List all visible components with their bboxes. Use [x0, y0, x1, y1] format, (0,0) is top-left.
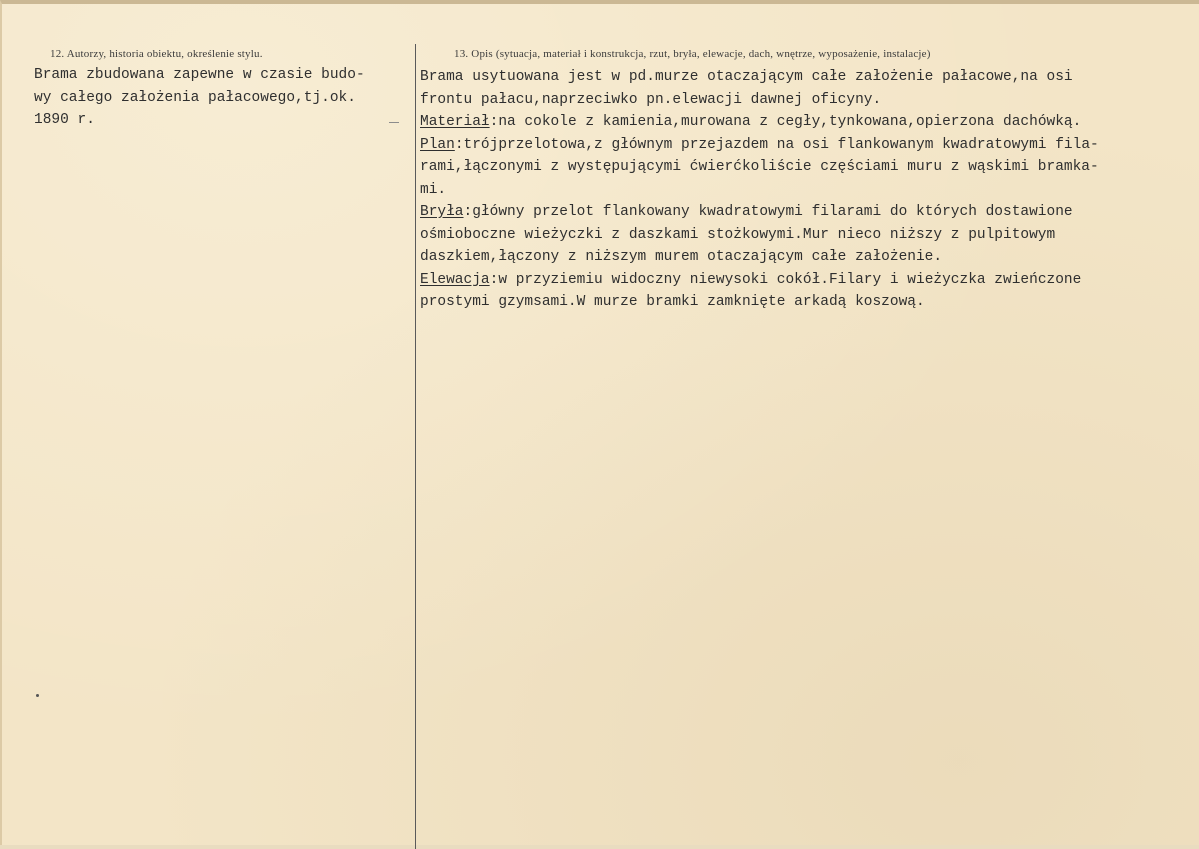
plan-line: [420, 134, 1099, 157]
section-12-heading: 12. Autorzy, historia obiektu, określenie stylu.: [50, 48, 263, 60]
description-line: Brama usytuowana jest w pd.murze otaczającym całe założenie pałacowe,na osi: [420, 69, 1073, 85]
description-line: frontu pałacu,naprzeciwko pn.elewacji dawnej oficyny.: [420, 91, 882, 108]
bryla-continuation: ośmioboczne wieżyczki z daszkami stożkowymi.Mur nieco niższy z pulpitowym: [420, 226, 1056, 243]
history-text: [34, 64, 365, 132]
plan-text: :trójprzelotowa,z głównym przejazdem na osi flankowanym kwadratowymi fila-: [454, 136, 1099, 153]
plan-label: Plan: [420, 136, 455, 153]
material-line: [420, 111, 1099, 134]
history-line: 1890 r.: [34, 112, 95, 128]
bryla-text: :główny przelot flankowany kwadratowymi filarami do których dostawione: [463, 204, 1073, 220]
plan-continuation: rami,łączonymi z występującymi ćwierćkoliście częściami muru z wąskimi bramka-: [420, 159, 1099, 175]
description-text: [420, 66, 1099, 314]
elewacja-text: :w przyziemiu widoczny niewysoki cokół.Filary i wieżyczka zwieńczone: [489, 271, 1082, 288]
material-text: :na cokole z kamienia,murowana z cegły,tynkowana,opierzona dachówką.: [489, 114, 1082, 130]
section-13-heading: 13. Opis (sytuacja, materiał i konstrukcja, rzut, bryła, elewacje, dach, wnętrze, wyposażenie, instalacje): [454, 48, 931, 60]
column-divider: [415, 44, 416, 849]
margin-mark: [389, 122, 399, 123]
elewacja-label: Elewacja: [420, 271, 490, 288]
elewacja-line: [420, 269, 1099, 292]
bryla-continuation: daszkiem,łączony z niższym murem otaczającym całe założenie.: [420, 249, 943, 265]
history-line: Brama zbudowana zapewne w czasie budo-: [34, 67, 365, 83]
material-label: Materiał: [420, 114, 490, 130]
elewacja-continuation: prostymi gzymsami.W murze bramki zamknięte arkadą koszową.: [420, 294, 925, 310]
plan-continuation: mi.: [420, 181, 447, 198]
paper-speck: [36, 694, 39, 697]
bryla-line: [420, 201, 1099, 224]
history-line: wy całego założenia pałacowego,tj.ok.: [34, 89, 356, 106]
bryla-label: Bryła: [420, 204, 464, 220]
